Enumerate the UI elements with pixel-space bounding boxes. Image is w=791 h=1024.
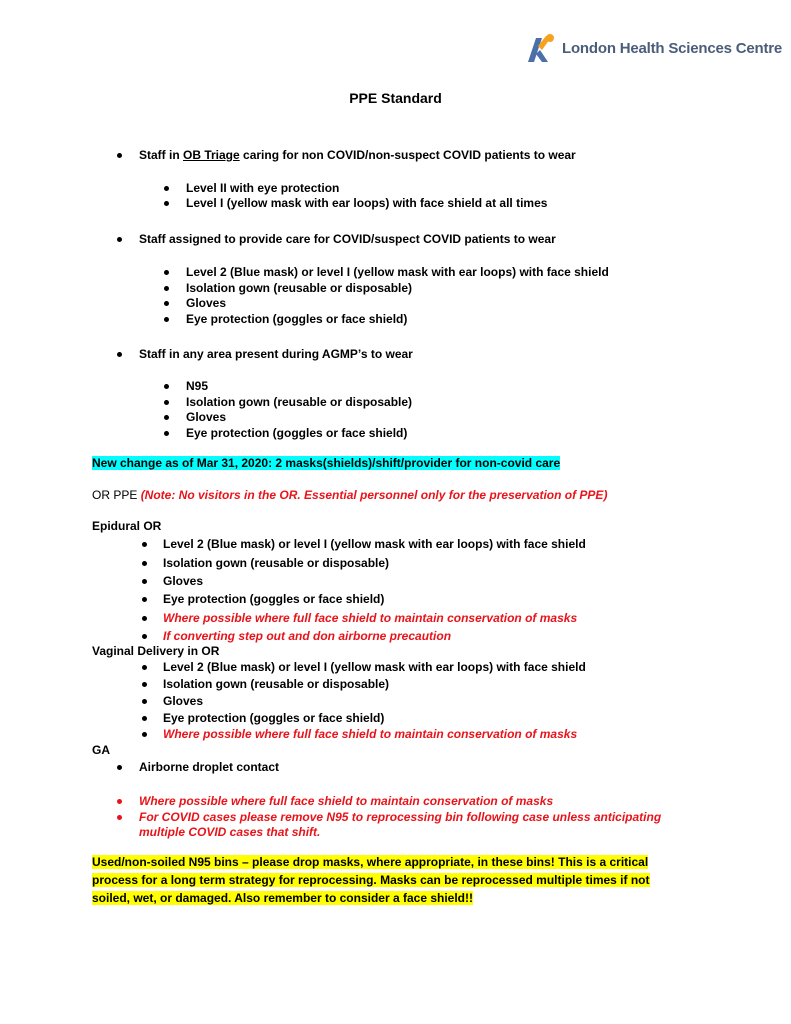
bullet <box>164 415 169 420</box>
bullet <box>117 153 122 158</box>
list-item: Level 2 (Blue mask) or level I (yellow mask with ear loops) with face shield <box>163 537 586 551</box>
ga-heading: GA <box>92 743 110 757</box>
list-item: Airborne droplet contact <box>139 760 280 774</box>
list-item: Level II with eye protection <box>186 181 340 195</box>
or-ppe-label: OR PPE <box>92 488 141 502</box>
list-item: Gloves <box>186 296 227 310</box>
bullet <box>164 384 169 389</box>
bullet <box>142 616 147 621</box>
bullet <box>117 815 122 820</box>
bullet <box>117 799 122 804</box>
or-ppe-note: (Note: No visitors in the OR. Essential personnel only for the preservation of PPE) <box>140 488 608 502</box>
list-item: Level 2 (Blue mask) or level I (yellow mask with ear loops) with face shield <box>163 660 586 674</box>
list-item: Gloves <box>163 574 204 588</box>
page-title: PPE Standard <box>349 90 442 106</box>
bullet <box>164 317 169 322</box>
red-list-item: Where possible where full face shield to maintain conservation of masks <box>139 794 554 808</box>
epidural-heading: Epidural OR <box>92 519 162 533</box>
note-line: process for a long term strategy for reprocessing. Masks can be reprocessed multiple times if not <box>92 873 650 887</box>
bullet <box>164 301 169 306</box>
org-logo <box>526 30 782 66</box>
lhsc-logo-icon <box>526 32 556 64</box>
list-item: Eye protection (goggles or face shield) <box>163 592 385 606</box>
bullet <box>142 716 147 721</box>
bullet <box>142 634 147 639</box>
red-list-item: Where possible where full face shield to maintain conservation of masks <box>163 727 578 741</box>
list-item: Isolation gown (reusable or disposable) <box>163 677 390 691</box>
bullet <box>164 431 169 436</box>
ob-triage-link: OB Triage <box>183 148 240 162</box>
list-item: Isolation gown (reusable or disposable) <box>186 395 413 409</box>
list-item: Gloves <box>186 410 227 424</box>
bullet <box>142 699 147 704</box>
list-item: Isolation gown (reusable or disposable) <box>186 281 413 295</box>
new-change-notice: New change as of Mar 31, 2020: 2 masks(shields)/shift/provider for non-covid care <box>92 456 561 470</box>
list-item: N95 <box>186 379 209 393</box>
list-item: Eye protection (goggles or face shield) <box>186 312 408 326</box>
section2-lead: Staff assigned to provide care for COVID/suspect COVID patients to wear <box>139 232 556 246</box>
red-list-item: Where possible where full face shield to maintain conservation of masks <box>163 611 578 625</box>
bullet <box>117 352 122 357</box>
bullet <box>164 186 169 191</box>
bullet <box>142 597 147 602</box>
bullet <box>117 765 122 770</box>
red-list-item-cont: multiple COVID cases that shift. <box>139 825 321 839</box>
or-ppe-line <box>92 487 607 503</box>
bullet <box>142 561 147 566</box>
vaginal-heading: Vaginal Delivery in OR <box>92 644 220 658</box>
list-item: Gloves <box>163 694 204 708</box>
bullet <box>142 665 147 670</box>
note-line: Used/non-soiled N95 bins – please drop masks, where appropriate, in these bins! This is a critical <box>92 855 649 869</box>
list-item: Eye protection (goggles or face shield) <box>163 711 385 725</box>
note-line: soiled, wet, or damaged. Also remember to consider a face shield!! <box>92 891 473 905</box>
red-list-item: For COVID cases please remove N95 to reprocessing bin following case unless anticipating <box>139 810 662 824</box>
section1-lead: Staff in OB Triage caring for non COVID/non-suspect COVID patients to wear <box>139 148 576 162</box>
n95-bins-note <box>92 853 650 907</box>
list-item: Level 2 (Blue mask) or level I (yellow mask with ear loops) with face shield <box>186 265 609 279</box>
list-item: Level I (yellow mask with ear loops) with face shield at all times <box>186 196 548 210</box>
bullet <box>142 579 147 584</box>
org-name: London Health Sciences Centre <box>562 39 783 57</box>
bullet <box>142 732 147 737</box>
bullet <box>142 682 147 687</box>
list-item: Eye protection (goggles or face shield) <box>186 426 408 440</box>
red-list-item: If converting step out and don airborne precaution <box>163 629 452 643</box>
bullet <box>164 201 169 206</box>
bullet <box>164 286 169 291</box>
bullet <box>142 542 147 547</box>
bullet <box>117 237 122 242</box>
bullet <box>164 400 169 405</box>
list-item: Isolation gown (reusable or disposable) <box>163 556 390 570</box>
section3-lead: Staff in any area present during AGMP’s to wear <box>139 347 413 361</box>
bullet <box>164 270 169 275</box>
